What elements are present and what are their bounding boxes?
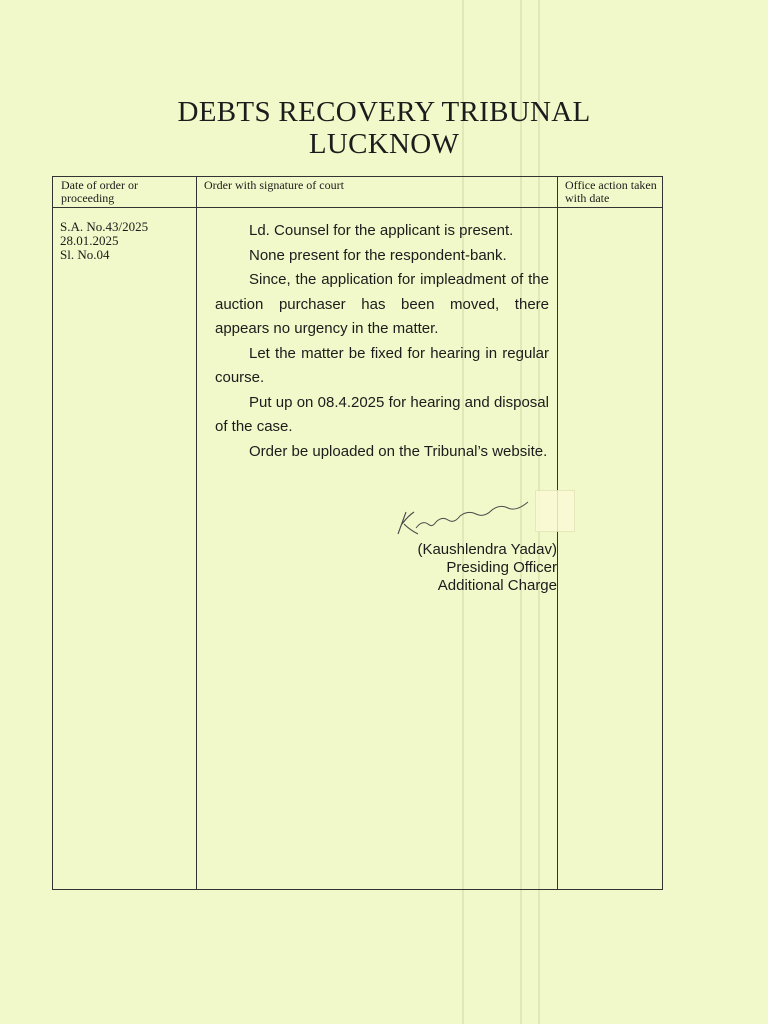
col-header-order: Order with signature of court: [204, 178, 344, 192]
order-date: 28.01.2025: [60, 233, 119, 248]
case-details: [60, 220, 148, 262]
title-line-2: LUCKNOW: [308, 128, 460, 160]
col-header-office-action: Office action taken with date: [565, 178, 657, 205]
header-divider: [53, 207, 662, 208]
order-paragraph: Ld. Counsel for the applicant is present.: [249, 222, 514, 239]
column-divider: [196, 177, 197, 889]
title-line-1: DEBTS RECOVERY TRIBUNAL: [177, 96, 591, 128]
serial-number: Sl. No.04: [60, 247, 110, 262]
case-number: S.A. No.43/2025: [60, 219, 149, 234]
signatory-designation: Presiding Officer: [446, 559, 557, 576]
order-sheet-table: [52, 176, 663, 890]
signatory-name: (Kaushlendra Yadav): [417, 541, 557, 558]
handwritten-signature: [388, 498, 538, 540]
column-divider: [557, 177, 558, 889]
order-paragraph: Order be uploaded on the Tribunal’s website.: [249, 442, 548, 460]
order-paragraph: None present for the respondent-bank.: [249, 246, 507, 264]
signatory-block: [393, 541, 557, 595]
adhesive-slip: [535, 490, 575, 532]
signatory-charge: Additional Charge: [437, 577, 557, 594]
order-paragraph: Put up on 08.4.2025 for hearing and disposal of the case.: [215, 393, 549, 435]
order-paragraph: Since, the application for impleadment of the auction purchaser has been moved, there appears no urgency in the matter.: [215, 271, 549, 337]
document-title: [0, 96, 768, 160]
order-paragraph: Let the matter be fixed for hearing in regular course.: [215, 344, 549, 386]
order-text: [215, 219, 549, 464]
col-header-date: Date of order or proceeding: [61, 178, 138, 205]
